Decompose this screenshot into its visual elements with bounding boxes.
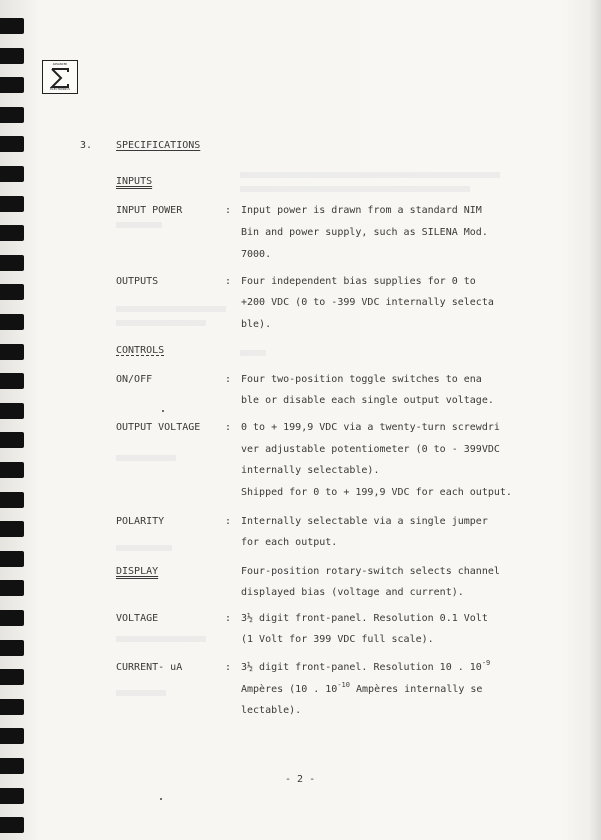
input-power-line-3: 7000. [241,249,272,260]
binding-ring [0,403,24,419]
sigma-icon [50,67,72,89]
on-off-colon: : [225,374,232,385]
binding-ring [0,107,24,123]
binding-ring [0,640,24,656]
binding-ring [0,166,24,182]
show-through [240,186,470,192]
show-through [116,306,226,312]
show-through [116,545,172,551]
logo-bottom-text: ELECTRONICS [50,88,70,91]
section-number: 3. [80,140,93,151]
display-line-2: displayed bias (voltage and current). [241,587,464,598]
speck [160,798,162,800]
input-power-colon: : [225,205,232,216]
on-off-line-1: Four two-position toggle switches to ena [241,374,482,385]
inputs-heading: INPUTS [116,176,153,187]
input-power-line-2: Bin and power supply, such as SILENA Mod. [241,227,488,238]
binding-ring [0,817,24,833]
binding-ring [0,699,24,715]
speck [162,410,164,412]
logo-top-text: ADVANCED [52,63,68,66]
binding-ring [0,669,24,685]
current-line-2-text: Ampères (10 . 10 [241,684,338,695]
binding-ring [0,432,24,448]
voltage-colon: : [225,613,232,624]
page-edge-shadow [587,0,601,840]
current-colon: : [225,662,232,673]
binding-ring [0,580,24,596]
polarity-colon: : [225,516,232,527]
on-off-line-2: ble or disable each single output voltage. [241,395,494,406]
outputs-colon: : [225,276,232,287]
binding-ring [0,551,24,567]
output-voltage-line-4: Shipped for 0 to + 199,9 VDC for each output. [241,487,512,498]
display-line-1: Four-position rotary-switch selects channel [241,566,500,577]
voltage-label: VOLTAGE [116,613,159,624]
voltage-line-1: 3½ digit front-panel. Resolution 0.1 Volt [241,613,488,624]
input-power-label: INPUT POWER [116,205,183,216]
output-voltage-line-3: internally selectable). [241,465,380,476]
company-logo [42,60,78,94]
binding-ring [0,728,24,744]
controls-heading: CONTROLS [116,345,165,356]
binding-ring [0,462,24,478]
display-heading: DISPLAY [116,566,159,577]
show-through [116,636,206,642]
show-through [116,222,162,228]
show-through [116,320,206,326]
output-voltage-label: OUTPUT VOLTAGE [116,422,201,433]
current-label: CURRENT- uA [116,662,183,673]
binding-ring [0,344,24,360]
current-exponent-2: -10 [337,681,350,689]
spiral-binding [0,0,26,840]
binding-ring [0,521,24,537]
binding-ring [0,373,24,389]
binding-ring [0,610,24,626]
show-through [116,690,166,696]
binding-ring [0,758,24,774]
binding-ring [0,196,24,212]
voltage-line-2: (1 Volt for 399 VDC full scale). [241,634,434,645]
current-line-1 [241,659,491,674]
output-voltage-line-2: ver adjustable potentiometer (0 to - 399VDC [241,444,500,455]
polarity-line-2: for each output. [241,537,338,548]
outputs-line-2: +200 VDC (0 to -399 VDC internally selecta [241,297,494,308]
show-through [116,455,176,461]
outputs-label: OUTPUTS [116,276,159,287]
outputs-line-3: ble). [241,319,272,330]
binding-ring [0,255,24,271]
section-title: SPECIFICATIONS [116,140,201,151]
binding-ring [0,225,24,241]
page-number: - 2 - [285,774,316,785]
current-exponent-1: -9 [481,659,491,667]
polarity-label: POLARITY [116,516,165,527]
outputs-line-1: Four independent bias supplies for 0 to [241,276,476,287]
output-voltage-line-1: 0 to + 199,9 VDC via a twenty-turn screwdri [241,422,500,433]
on-off-label: ON/OFF [116,374,153,385]
binding-ring [0,136,24,152]
input-power-line-1: Input power is drawn from a standard NIM [241,205,482,216]
binding-ring [0,284,24,300]
current-line-3: lectable). [241,705,302,716]
current-line-2-tail: Ampères internally se [349,684,483,695]
binding-ring [0,18,24,34]
binding-ring [0,77,24,93]
show-through [240,350,266,356]
binding-ring [0,314,24,330]
binding-ring [0,788,24,804]
binding-ring [0,48,24,64]
current-line-1-text: 3½ digit front-panel. Resolution 10 . 10 [241,662,482,673]
binding-ring [0,492,24,508]
show-through [240,172,500,178]
output-voltage-colon: : [225,422,232,433]
current-line-2 [241,681,483,696]
polarity-line-1: Internally selectable via a single jumper [241,516,488,527]
